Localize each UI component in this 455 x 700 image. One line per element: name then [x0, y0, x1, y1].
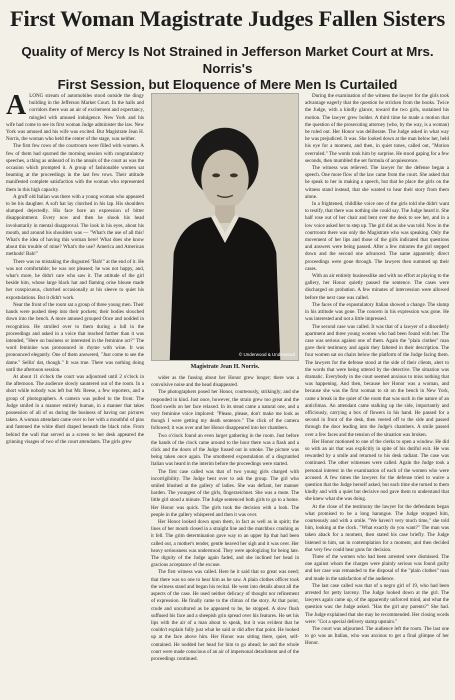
article-paragraph: The witness was relieved. The lawyer for the defense began a speech. One more flow of the law came from the court. She asked that he speak to her in making a speech, but that he place the girls on the witness stand instead, that she wanted to hear their story from them alone. — [305, 165, 449, 200]
article-paragraph: Her Honor motioned to one of the clerks to open a window. He did so with an air that was explicitly in spite of his dutiful exit. He was rewarded by a smile and returned to his desk radiant. The case was continued. The other witnesses were called. Again the Judge took a personal interest in the examination of each of the women who were accused. A few times the lawyers for the defense tried to waive a question that the Judge herself asked, but each time she turned to them kindly and with a quiet but decisive nod gave them to understand that she knew what she was doing. — [305, 438, 449, 503]
column-3-body — [305, 93, 449, 648]
photo-caption: Magistrate Jean H. Norris. — [190, 364, 260, 370]
article-paragraph: There was no mistaking the disgusted "Bah!" at the end of it. He was not comfortable; he was not pleased; he was not happy, and, what's more, he didn't care who saw it. The attitude of the girl beside him, whose large black hat and flaming orise blouse made her conspicuous, clutched occasionally at his sleeve to quiet his expostulations. But it didn't work. — [6, 258, 144, 301]
headline: First Woman Magistrate Judges Fallen Sisters — [9, 6, 446, 31]
column-2 — [151, 93, 299, 695]
article-paragraph: A gruff old Italian was there with a young woman who appeared to be his daughter. A soft hat lay clutched in his lap. His shoulders slumped dejectedly. His face bore an expression of bitter disappointment. Every now and then he shook his head involuntarily in mental disapproval. The look in his eyes, about his mouth, and around his shoulders was — "What's the use of all this! What's the idea of having this woman here! What does she know about this trouble of mine? What's the use? America and American methods! Bah!" — [6, 193, 144, 258]
drop-cap: A — [6, 93, 27, 121]
photo-credit: © Underwood & Underwood — [238, 351, 295, 357]
article-paragraph: The first few rows of the courtroom were filled with women. A few of them had spurned the morning session with congratulatory speeches, a thing as unheard of in the annals of the court as was the occasion which prompted it. A group of fashionable women sat beaming at the proceedings in the last few rows. Their attitude manifested complete satisfaction with the woman who represented them in this high capacity. — [6, 143, 144, 193]
column-1-body — [6, 143, 144, 446]
article-paragraph: The faces of the expostulatory Italian showed a change. The slump in his attitude was gone. The concern in his expression was gone. He was interested and not a little impressed. — [305, 301, 449, 323]
portrait-figure-icon — [152, 94, 298, 360]
article-paragraph: In a frightened, childlike voice one of the girls told she didn't want to testify, that there was nothing she could say. The Judge heard it. She half rose out of her chair and bent over the desk to see her, and in a low voice asked her to step up. The girl did as she was told. Now in the courtroom there was only the Magistrate who was speaking. Only the movement of her lips and those of the girls indicated that questions and answers were being passed. After a few minutes the girl stepped down and the second one advanced. The same apparently direct proceedings were gone through. The lawyers then summed up their cases. — [305, 201, 449, 272]
column-3 — [305, 93, 449, 695]
article-paragraph: The court was adjourned. The audience left the room. The last one to go was an Italian, who was anxious to get a final glimpse of her Honor. — [305, 626, 449, 647]
article-paragraph: The first case called was that of two young girls charged with incorrigibility. The Judge bent over to ask the group. The girl who smiled blushed at the gallery of ladies. She was defiant, her manner harden. The youngest of the girls, fingerzeichnet. She was a mute. The little girl stood a minute. The Judge sentenced both girls to go to a home. Her Honor was quick. The girls took the decision with a look. The people in the gallery whispered and then it was over. — [151, 468, 299, 518]
article-paragraph: Two o'clock found an even larger gathering in the room. Just before the hands of the clock came around to the hour there was a flash and a click and the doors of the Judge fussed out in smoke. The picture was being taken once again. The smothered expostulation of a disgruntled Italian was heard in the interim before the proceedings were started. — [151, 432, 299, 468]
portrait-photo — [151, 93, 299, 361]
article-paragraph: The second case was called. It was that of a lawyer of a disorderly apartment and three young women who had been found with her. The case was serious against one of them. Again the "plain clothes" man gave their testimony and again they faltered in their description. The four women sat on chairs below the platform of the Judge facing them. The lawyers for the defense stood at the side of their clients, alert to the words that were being uttered by the detective. The situation was dramatic. Everybody in the court seemed anxious to miss nothing that was happening. And then, because her Honor was a woman, and because she was the first woman to sit on the bench in New York, came a break in the quiet of the room that was such in the nature of an anticlimax. An attendant came stalking up the side, importantly and officiously, carrying a box of flowers in his hand. He passed for a second in front of the desk, then veered off to the side and passed through the door leading into the Judge's chambers. A smile passed over a few faces and the tension of the situation was broken. — [305, 323, 449, 438]
article-paragraph: At the close of the testimony the lawyer for the defendants began what promised to be a long harangue. The Judge stopped him, courteously and with a smile. "We haven't very much time," she told him, looking at the clock. "What exactly do you want?" The man was taken aback for a moment, then stated his case briefly. The Judge listened to him, sat in contemplation for a moment, and then decided that very few could hear guns for decision. — [305, 503, 449, 553]
article-paragraph: At about 11 o'clock the court was adjourned until 2 o'clock in the afternoon. The audience slowly sauntered out of the room. In a short while nobody was left but Mr. Reese, a few reporters, and a group of photographers. A camera was pulled to the front. The Judge smiled in a manner entirely human, in a manner that takes possession of all of us during the business of having our pictures taken. A woman attendant came over to her with a mouthful of pins and fastened the white dhotl draped beneath the black robe. From behind the wall that served as a screen to her desk appeared the grinning visages of two of the court attendants. The girls grew — [6, 373, 144, 445]
article-paragraph: Her Honor looked down upon them, in fact as well as in spirit; the lines of her mouth closed in a straight line and the matchbox crashing as it fell. The grim determination gave way to an upper lip that had been called out, a mother's tender, gentle heaved her sigh and it was over. Her heavy seriousness was understood. They were apologizing for being late. The dignity of the Judge again faded, and she inclined her head in gracious acceptance of the excuse. — [151, 519, 299, 569]
article-paragraph: wider as the fussing about her Honor grew longer; there was a convulsive noise and the head disappeared. — [151, 375, 299, 389]
subheadline — [6, 44, 449, 94]
article-paragraph: During the examination of the witness the lawyer for the girls took advantage eagerly that the question he stricken from the books. Twice the Judge, with a kindly glance, toward the two girls, sustained his motion. The lawyer grew bolder. A third time he made a motion that the question of the prosecuting attorney (who, by the way, is a woman) be ruled out. Her Honor was deliberate. The Judge asked in what way he was prejudiced. It was. She looked down at the man below her, held his eye for a moment, and then, in quiet tones, called out, "Motion overruled." The words took him by surprise. He stood gaping for a few seconds, then mumbled the set formula of acquiescence. — [305, 93, 449, 164]
article-paragraph: With an air entirely businesslike and with no effort at playing to the gallery, her Honor quietly passed the sentence. The cases were discharged on probation. A few minutes of intercession were allowed before the next case was called. — [305, 273, 449, 301]
lead-text: LONG stream of automobiles stood outside the dingy building in the Jefferson Market Court. In the halls and corridors there was an air of excitement and expectancy, mingled with amused indulgence. New York and his wife had come to see its first woman Judge administer the law. New York was amused and his wife was excited. But Magistrate Jean H. Norris, the woman who held the center of the stage, was neither. — [6, 93, 144, 143]
subheadline-line-1: Quality of Mercy Is Not Strained in Jefferson Market Court at Mrs. Norris's — [21, 44, 434, 76]
article-paragraph: Three of the women who had been arrested were dismissed. The one against whom the charges were plainly serious was found guilty and her case was remanded to the disposal of the "plain clothes" man and made in the satisfaction of the audience. — [305, 554, 449, 582]
subheadline-line-2: First Session, but Eloquence of Mere Men Is Curtailed — [57, 77, 398, 92]
lead-paragraph — [6, 93, 144, 143]
article-paragraph: Near the front of the room sat a group of three young men. Their hands were pushed deep into their pockets; their bodies slouched down into the bench. A more amused grouped Once and nodded in recognition. He strolled over to them during a lull in the proceedings and asked in a voice that reached further than it was intended, "Here on business or interested in the feminine act?" The word feminine was pronounced in rhyme with wine. It was pronounced elegantly. One of them answered, "Just come to see the dame." Sellin' dat, though." It was true. There was nothing doing until the afternoon session. — [6, 301, 144, 373]
article-paragraph: The photographers posed her Honor, courteously, strikingly; and she responded in kind. Just once, however, the strain grew too great and the flood swells on her face relaxed. In its stead came a natural one, and a very feminine voice implored: "Please, please, don't make me look as though I were getting my death sentence." The click of the camera followed; it was over and her Honor disappeared into her chambers. — [151, 389, 299, 432]
article-paragraph: The last case called was that of a negro girl of 19, who had been arrested for petty larceny. The Judge looked down at the girl. The lawyers again came up, of the apparently unforced mind, and what the question was: the Judge asked. "Has the girl any parents?" She had. The Judge explained that she may be recommended. Her closing words were: "Got a special delivery stamp upstairs." — [305, 582, 449, 625]
column-1 — [6, 93, 144, 695]
article-paragraph: The first witness was called. Here he it said that so great was need; that there was no one to hear him as he saw. A plain clothes officer took the witness stand and began his recital. He went into details about all the aspects of the case. He used neither delicacy of thought nor refinement of expression. He finally came to the climax of the story. At that point, crude and uncultured as he appeared to be, he stopped. A slow flush suffused his face and a sheepish grin spread over his features. He set his lips with the air of a man about to speak, but it was evident that he couldn't explain fully just what he said or did after that point. He looked up at the face above him. Her Honor was sitting there, quiet, self-contained. He nodded her head for him to go ahead; he and the whole court were made conscious of an air of impersonal detachment and of the proceedings continued. — [151, 569, 299, 662]
